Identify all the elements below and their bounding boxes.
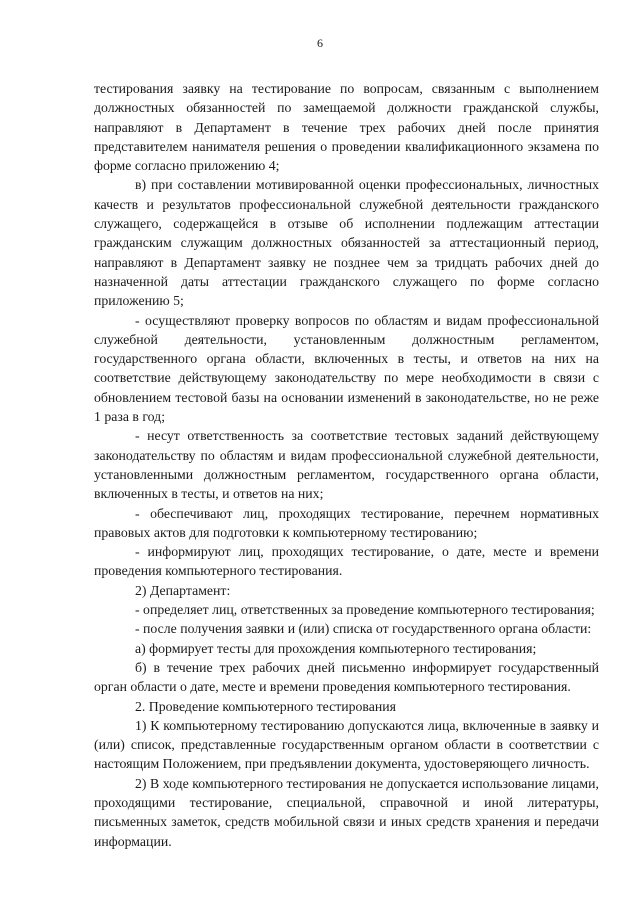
paragraph-item-v: в) при составлении мотивированной оценки профессиональных, личностных качеств и результатов профессиональной служебной деятельности гражданского служащего, содержащейся в отзыве об исполнении подлежащим аттестации гражданским служащим должностных обязанностей за аттестационный период, направляют в Департамент заявку не позднее чем за тридцать рабочих дней до назначенной даты аттестации гражданского служащего по форме согласно приложению 5; (94, 177, 599, 309)
paragraph-responsibility: - несут ответственность за соответствие тестовых заданий действующему законодательству по областям и видам профессиональной служебной деятельности, установленными должностным регламентом, государственного органа области, включенных в тесты, и ответов на них; (94, 428, 599, 502)
page-number: 6 (317, 36, 323, 50)
paragraph-prohibitions: 2) В ходе компьютерного тестирования не допускается использование лицами, проходящими тестирование, специальной, справочной и иной литературы, письменных заметок, средств мобильной связи и иных средств хранения и передачи информации. (94, 775, 599, 849)
paragraph-determine-persons: - определяет лиц, ответственных за проведение компьютерного тестирования; (135, 602, 595, 618)
paragraph-inform-persons: - информируют лиц, проходящих тестирование, о дате, месте и времени проведения компьютерного тестирования. (94, 544, 599, 579)
paragraph-item-b: б) в течение трех рабочих дней письменно информирует государственный орган области о дате, месте и времени проведения компьютерного тестирования. (94, 659, 599, 695)
section-heading-conduct-testing: 2. Проведение компьютерного тестирования (135, 698, 396, 714)
paragraph-check-questions: - осуществляют проверку вопросов по областям и видам профессиональной служебной деятельности, установленным должностным регламентом, государственного органа области, включенных в тесты, и ответов на них на соответствие действующему законодательству по мере необходимости в связи с обновлением тестовой базы на основании изменений в законодательстве, но не реже 1 раза в год; (94, 312, 599, 425)
paragraph-provide-acts: - обеспечивают лиц, проходящих тестирование, перечнем нормативных правовых актов для подготовки к компьютерному тестированию; (94, 505, 599, 540)
document-body (94, 79, 599, 851)
paragraph-department: 2) Департамент: (135, 582, 231, 598)
paragraph-item-a: а) формирует тесты для прохождения компьютерного тестирования; (135, 640, 537, 656)
paragraph-testing-request: тестирования заявку на тестирование по вопросам, связанным с выполнением должностных обязанностей по замещаемой должности гражданской службы, направляют в Департамент в течение трех рабочих дней после принятия представителем нанимателя решения о проведении квалификационного экзамена по форме согласно приложению 4; (94, 81, 599, 174)
paragraph-after-request: - после получения заявки и (или) списка от государственного органа области: (135, 621, 592, 637)
paragraph-admission: 1) К компьютерному тестированию допускаются лица, включенные в заявку и (или) список, представленные государственным органом области в соответствии с настоящим Положением, при предъявлении документа, удостоверяющего личность. (94, 717, 599, 772)
